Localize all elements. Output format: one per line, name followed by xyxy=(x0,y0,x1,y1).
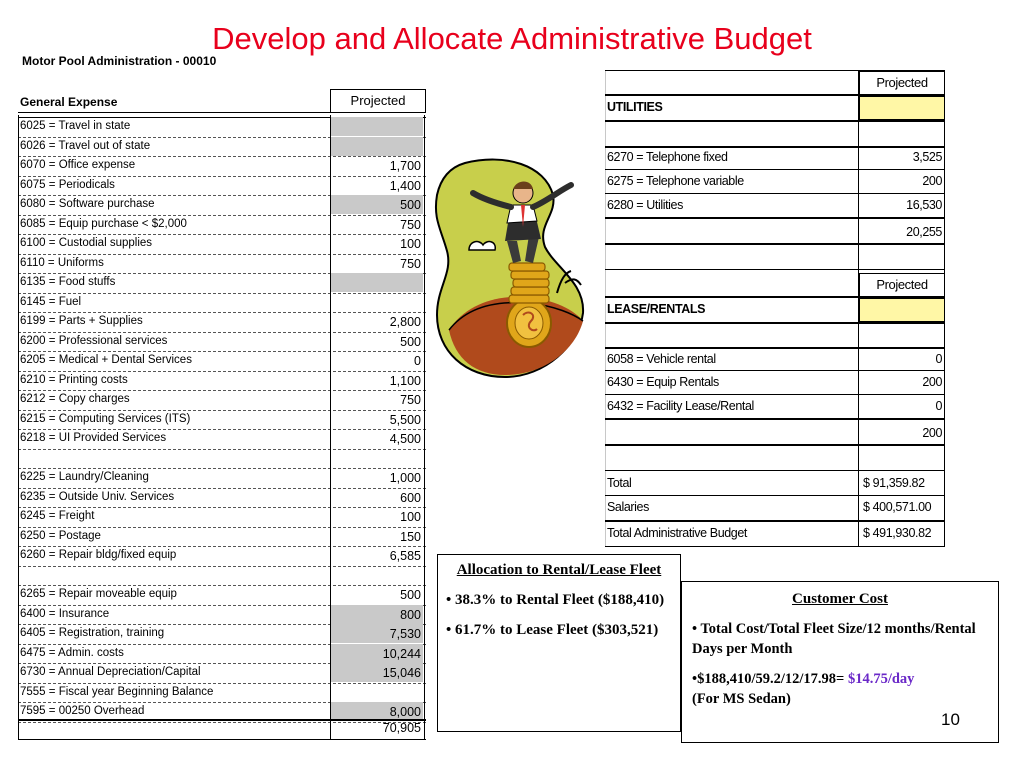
table-row xyxy=(18,488,426,509)
row-divider xyxy=(605,243,945,245)
lease-input-cell xyxy=(859,298,945,322)
expense-value: 2,800 xyxy=(389,315,421,329)
summary-admin-value: $ 491,930.82 xyxy=(863,526,932,540)
expense-label: 6200 = Professional services xyxy=(20,334,168,347)
allocation-rental-item: • 38.3% to Rental Fleet ($188,410) xyxy=(446,592,665,608)
expense-value: 1,700 xyxy=(389,159,421,173)
expense-label: 6085 = Equip purchase < $2,000 xyxy=(20,217,187,230)
expense-value: 100 xyxy=(400,510,421,524)
expense-value: 7,530 xyxy=(331,624,423,643)
row-divider xyxy=(605,546,945,547)
utilities-lease-table xyxy=(605,70,945,547)
expense-value: 750 xyxy=(400,393,421,407)
summary-admin-label: Total Administrative Budget xyxy=(607,526,747,540)
expense-label: 6210 = Printing costs xyxy=(20,373,128,386)
expense-value: 500 xyxy=(400,334,421,349)
expense-value xyxy=(331,273,423,292)
table-row xyxy=(18,195,426,216)
customer-cost-calculation xyxy=(692,669,988,709)
man-balancing-on-coins-clipart xyxy=(425,155,600,380)
row-divider xyxy=(605,269,945,270)
expense-label: 6026 = Travel out of state xyxy=(20,139,151,152)
general-expense-total: 70,905 xyxy=(382,721,421,735)
allocation-lease-item: • 61.7% to Lease Fleet ($303,521) xyxy=(446,622,659,638)
table-row xyxy=(18,605,426,626)
expense-label: 6225 = Laundry/Cleaning xyxy=(20,471,149,483)
lease-row-value: 0 xyxy=(935,352,942,366)
page-number: 10 xyxy=(941,710,960,729)
expense-value xyxy=(331,137,423,156)
expense-value: 750 xyxy=(400,256,421,271)
row-divider xyxy=(605,169,945,170)
table-row xyxy=(18,663,426,684)
row-divider xyxy=(605,520,945,522)
table-row xyxy=(18,449,426,470)
row-divider xyxy=(605,146,945,148)
table-row xyxy=(18,410,426,431)
lease-subtotal: 200 xyxy=(922,426,942,440)
expense-label: 6235 = Outside Univ. Services xyxy=(20,490,175,503)
expense-value: 500 xyxy=(400,588,421,602)
row-divider xyxy=(605,193,945,194)
table-row xyxy=(18,273,426,294)
row-divider xyxy=(605,347,945,349)
table-row xyxy=(18,468,426,489)
row-divider xyxy=(605,444,945,446)
table-row xyxy=(18,683,426,704)
utilities-row-value: 200 xyxy=(922,174,942,188)
table-row xyxy=(18,137,426,158)
table-row xyxy=(18,566,426,587)
expense-value: 4,500 xyxy=(389,432,421,446)
table-border xyxy=(18,739,426,740)
expense-value: 100 xyxy=(400,237,421,251)
calculation-note: (For MS Sedan) xyxy=(692,691,791,707)
expense-label: 6730 = Annual Depreciation/Capital xyxy=(20,666,201,678)
lease-row-value: 0 xyxy=(935,399,942,413)
expense-label: 6100 = Custodial supplies xyxy=(20,237,153,249)
expense-label: 6135 = Food stuffs xyxy=(20,276,116,288)
subtitle: Motor Pool Administration - 00010 xyxy=(22,54,217,68)
utilities-row-value: 3,525 xyxy=(912,150,942,164)
general-expense-table xyxy=(18,89,426,741)
row-divider xyxy=(605,495,945,496)
general-expense-header xyxy=(18,89,426,113)
expense-value: 6,585 xyxy=(389,549,421,563)
summary-salaries-value: $ 400,571.00 xyxy=(863,500,932,514)
expense-value: 1,100 xyxy=(389,373,421,388)
expense-label: 6400 = Insurance xyxy=(20,607,110,620)
expense-value: 8,000 xyxy=(331,702,423,721)
row-divider xyxy=(605,370,945,371)
expense-value xyxy=(331,117,423,136)
utilities-row-label: 6280 = Utilities xyxy=(607,198,683,212)
expense-value xyxy=(331,293,423,312)
utilities-row-label: 6270 = Telephone fixed xyxy=(607,150,728,164)
projected-header: Projected xyxy=(330,89,426,113)
general-expense-label: General Expense xyxy=(20,95,118,109)
expense-label: 6250 = Postage xyxy=(20,529,101,542)
expense-label: 6215 = Computing Services (ITS) xyxy=(20,412,191,425)
lease-row-label: 6430 = Equip Rentals xyxy=(607,375,719,389)
expense-label: 6405 = Registration, training xyxy=(20,627,165,639)
table-row xyxy=(18,546,426,567)
table-border xyxy=(605,70,606,547)
table-row xyxy=(18,390,426,411)
expense-value: 10,244 xyxy=(331,644,423,663)
expense-label: 6025 = Travel in state xyxy=(20,120,131,132)
expense-label: 6070 = Office expense xyxy=(20,159,136,171)
table-row xyxy=(18,215,426,236)
utilities-section-label: UTILITIES xyxy=(607,100,663,114)
allocation-title: Allocation to Rental/Lease Fleet xyxy=(456,562,662,578)
lease-row-value: 200 xyxy=(922,375,942,389)
utilities-subtotal: 20,255 xyxy=(906,225,942,239)
expense-value: 0 xyxy=(414,354,421,368)
table-row xyxy=(18,254,426,275)
table-row xyxy=(18,644,426,665)
table-row xyxy=(18,351,426,372)
lease-row-label: 6058 = Vehicle rental xyxy=(607,352,716,366)
expense-label: 6205 = Medical + Dental Services xyxy=(20,354,192,366)
row-divider xyxy=(605,120,945,122)
expense-value: 750 xyxy=(400,217,421,232)
expense-value: 150 xyxy=(400,529,421,544)
expense-label: 6218 = UI Provided Services xyxy=(20,432,167,444)
customer-cost-formula: • Total Cost/Total Fleet Size/12 months/Rental Days per Month xyxy=(692,621,976,657)
expense-label: 6260 = Repair bldg/fixed equip xyxy=(20,549,177,561)
table-row xyxy=(18,624,426,645)
expense-value: 600 xyxy=(400,490,421,505)
expense-value: 500 xyxy=(331,195,423,214)
expense-label: 6080 = Software purchase xyxy=(20,198,155,210)
utilities-row-label: 6275 = Telephone variable xyxy=(607,174,744,188)
table-row xyxy=(18,332,426,353)
table-row xyxy=(18,527,426,548)
page-title: Develop and Allocate Administrative Budget xyxy=(212,21,812,56)
table-row xyxy=(18,176,426,197)
table-row xyxy=(18,507,426,528)
calculation-text: •$188,410/59.2/12/17.98= xyxy=(692,671,845,687)
utilities-input-cell xyxy=(859,96,945,120)
row-divider xyxy=(605,322,945,324)
table-border xyxy=(18,115,19,740)
table-row xyxy=(18,117,426,138)
summary-total-value: $ 91,359.82 xyxy=(863,476,925,490)
row-divider xyxy=(605,394,945,395)
customer-cost-title: Customer Cost xyxy=(792,591,888,607)
table-row xyxy=(18,156,426,177)
expense-value xyxy=(331,683,423,702)
row-divider xyxy=(605,418,945,420)
expense-label: 7555 = Fiscal year Beginning Balance xyxy=(20,685,214,698)
table-row xyxy=(18,371,426,392)
table-row xyxy=(18,234,426,255)
utilities-row-value: 16,530 xyxy=(906,198,942,212)
expense-label: 6145 = Fuel xyxy=(20,295,82,308)
expense-value: 5,500 xyxy=(389,412,421,427)
expense-label: 6075 = Periodicals xyxy=(20,178,115,191)
expense-label: 6110 = Uniforms xyxy=(20,256,104,269)
row-divider xyxy=(605,470,945,471)
utilities-projected-header: Projected xyxy=(859,71,945,95)
expense-value: 800 xyxy=(331,605,423,624)
expense-label: 6199 = Parts + Supplies xyxy=(20,315,143,327)
lease-section-label: LEASE/RENTALS xyxy=(607,302,706,316)
summary-total-label: Total xyxy=(607,476,632,490)
lease-projected-header: Projected xyxy=(859,273,945,297)
expense-value xyxy=(331,566,423,585)
expense-label: 6245 = Freight xyxy=(20,510,95,522)
summary-salaries-label: Salaries xyxy=(607,500,649,514)
table-row xyxy=(18,429,426,450)
expense-value: 15,046 xyxy=(331,663,423,682)
expense-value: 1,000 xyxy=(389,471,421,485)
expense-label: 6475 = Admin. costs xyxy=(20,646,124,659)
table-row xyxy=(18,585,426,606)
table-row xyxy=(18,293,426,314)
allocation-box xyxy=(437,554,681,732)
expense-label: 6212 = Copy charges xyxy=(20,393,130,405)
expense-label: 6265 = Repair moveable equip xyxy=(20,588,177,600)
daily-rate: $14.75/day xyxy=(844,671,915,687)
lease-row-label: 6432 = Facility Lease/Rental xyxy=(607,399,754,413)
table-row xyxy=(18,312,426,333)
expense-label: 7595 = 00250 Overhead xyxy=(20,705,145,717)
column-divider xyxy=(330,115,331,740)
expense-value: 1,400 xyxy=(389,178,421,193)
expense-value xyxy=(331,449,423,468)
row-divider xyxy=(605,217,945,219)
